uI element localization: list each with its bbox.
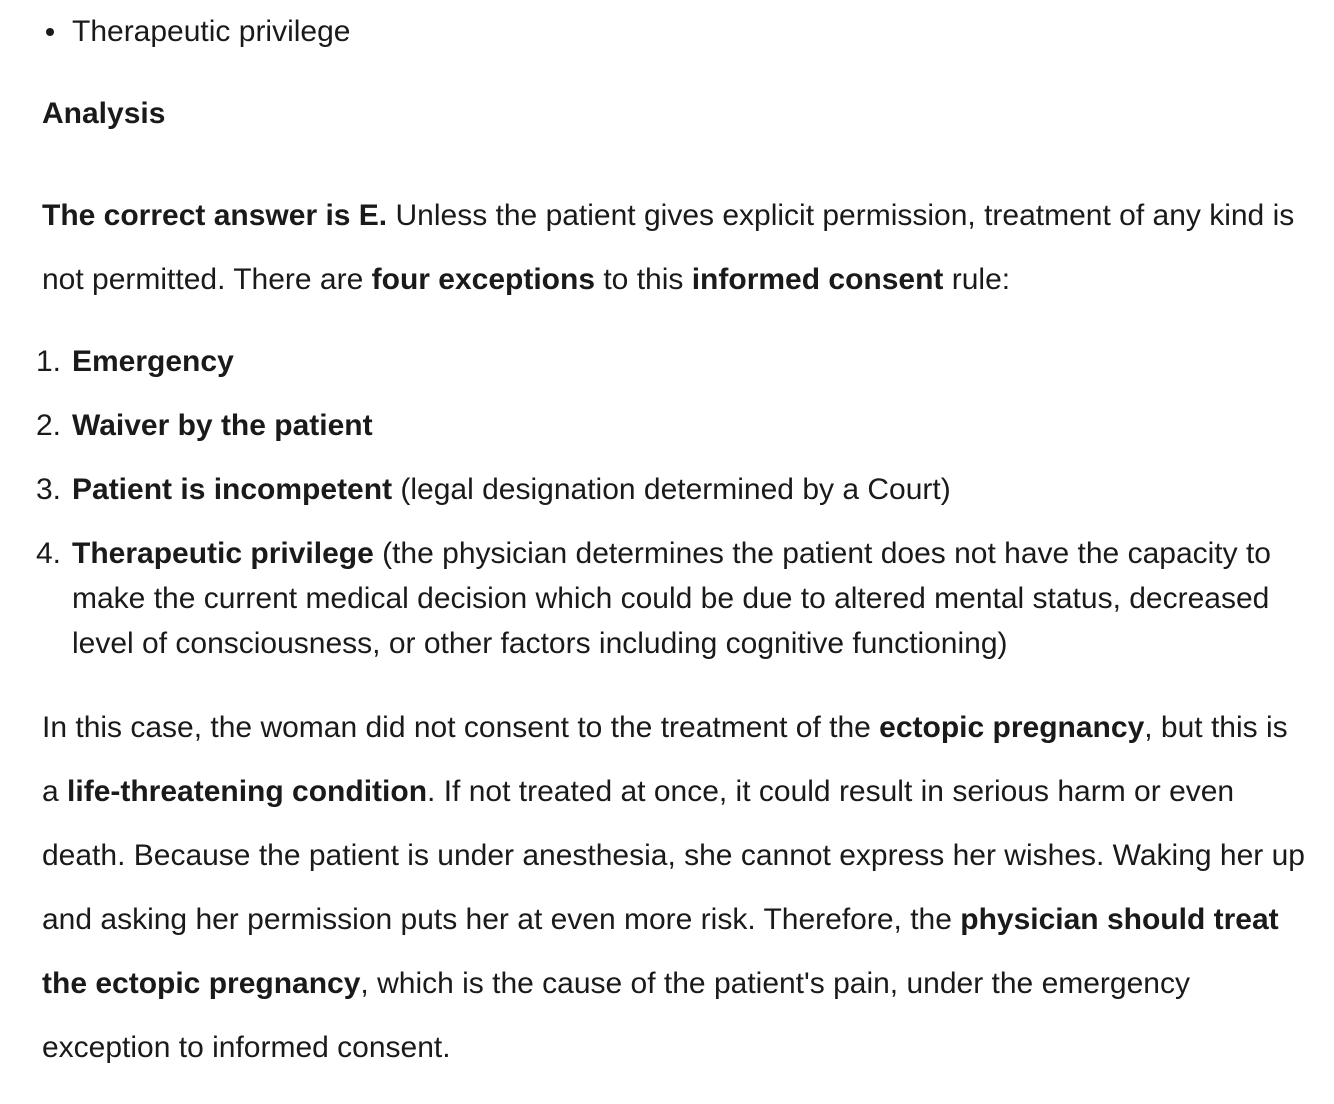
emphasis-text: life-threatening condition [67,775,428,808]
exception-detail: (legal designation determined by a Court) [392,473,951,506]
emphasis-text: physician should treat the ectopic pregnancy [42,903,1279,1000]
paragraph-text: rule: [943,263,1011,296]
paragraph-text: to this [595,263,692,296]
exception-item [0,531,1334,666]
exception-title: Waiver by the patient [72,409,373,442]
paragraph-text: , but this is a [42,711,1288,808]
list-number: 1. [36,345,62,378]
list-number: 3. [36,473,62,506]
bullet-dot-icon [46,28,54,36]
exception-title: Patient is incompetent [72,473,393,506]
exception-title: Therapeutic privilege [72,537,374,570]
exception-detail: (the physician determines the patient does not have the capacity to make the current medical decision which could be due to altered mental status, decreased level of consciousness, or other factors including cognitive functioning) [72,537,1271,660]
explanation-paragraph [42,696,1312,1080]
section-heading: Analysis [42,97,166,130]
correct-answer-statement: The correct answer is E. [42,199,388,232]
list-number: 4. [36,537,62,570]
exception-item [0,467,1334,512]
exception-title: Emergency [72,345,234,378]
bullet-list [42,12,350,52]
paragraph-text: In this case, the woman did not consent to the treatment of the [42,711,880,744]
bullet-item [42,12,350,52]
emphasis-text: informed consent [691,263,944,296]
exceptions-list [0,339,1334,685]
paragraph-text: Unless the patient gives explicit permission, treatment of any kind is not permitted. There are [42,199,1295,296]
bullet-item-text: Therapeutic privilege [72,15,351,48]
list-number: 2. [36,409,62,442]
paragraph-text: . If not treated at once, it could result in serious harm or even death. Because the patient is under anesthesia, she cannot express her wishes. Waking her up and asking her permission puts her at even more risk. Therefore, the [42,775,1305,936]
exception-item [0,339,1334,384]
emphasis-text: four exceptions [371,263,595,296]
exception-item [0,403,1334,448]
paragraph-text: , which is the cause of the patient's pain, under the emergency exception to informed consent. [42,967,1190,1064]
emphasis-text: ectopic pregnancy [879,711,1145,744]
answer-paragraph [42,184,1312,312]
